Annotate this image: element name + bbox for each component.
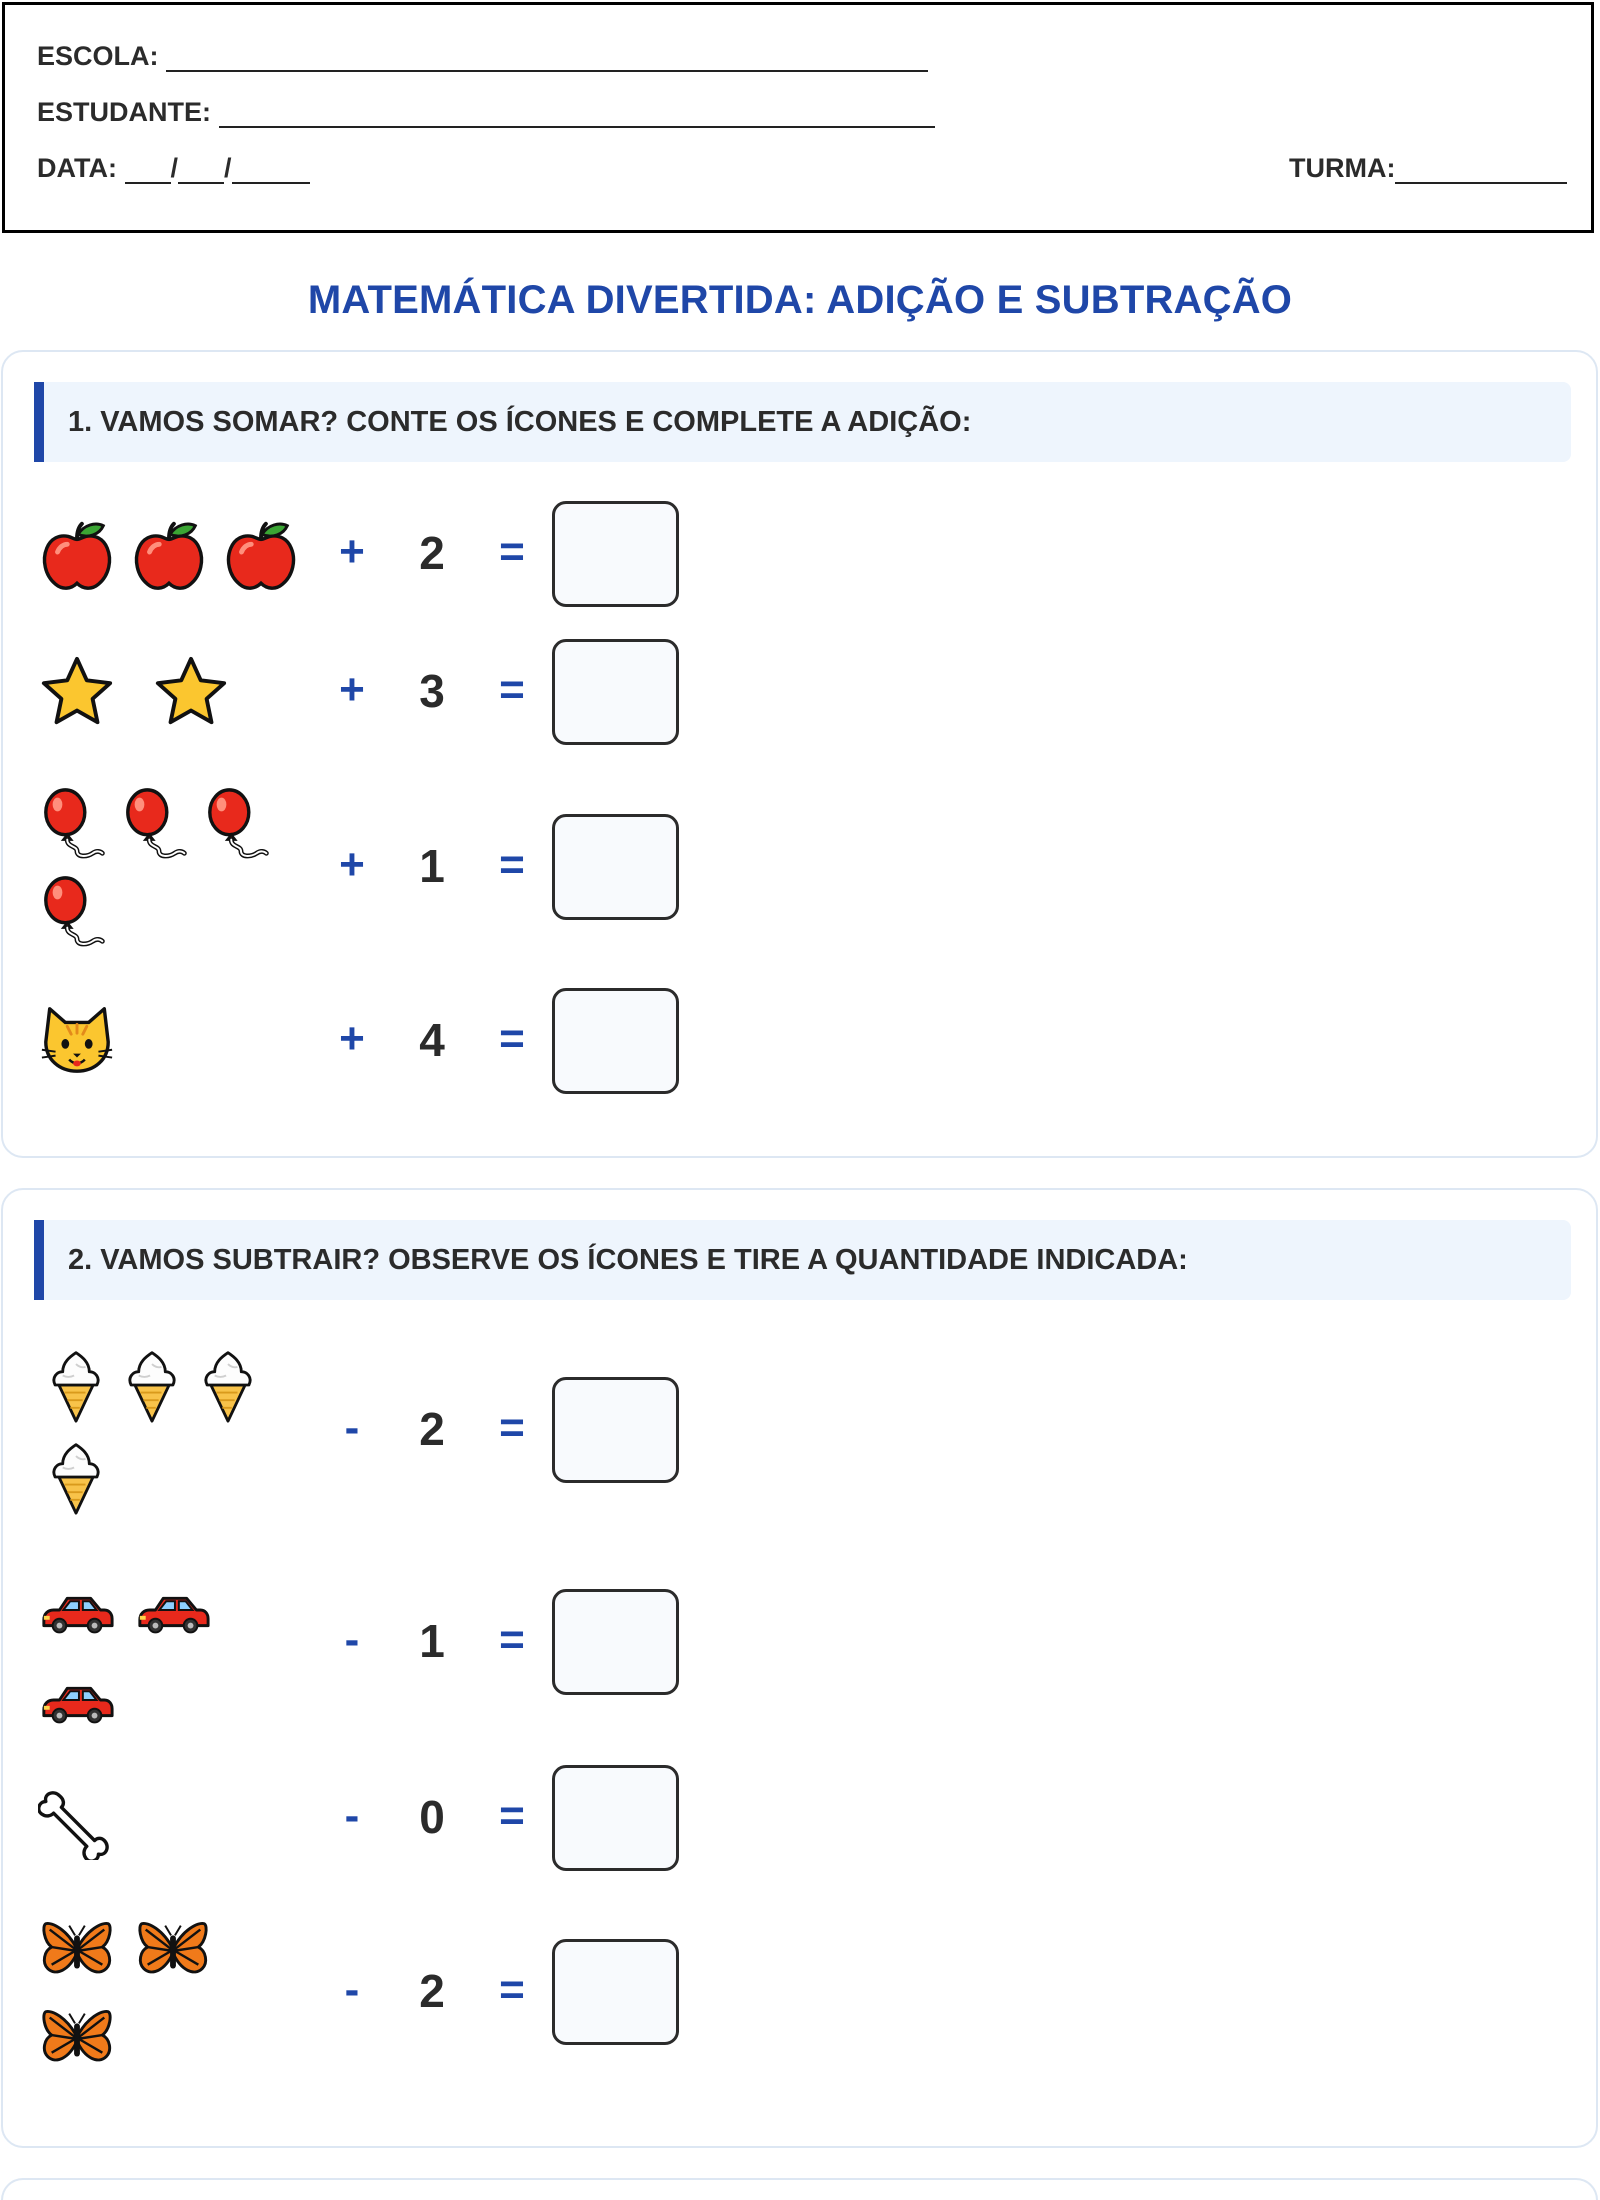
plus-operator: +	[339, 840, 365, 889]
answer-box[interactable]	[552, 639, 679, 745]
section-1-heading: 1. VAMOS SOMAR? CONTE OS ÍCONES E COMPLETE A ADIÇÃO:	[34, 382, 1571, 462]
equals-sign: =	[499, 840, 525, 889]
balloon-icon	[38, 785, 116, 863]
class-field	[1289, 153, 1567, 184]
equals-sign: =	[499, 527, 525, 576]
icon-group	[38, 780, 298, 956]
icon-group	[38, 997, 308, 1083]
butterfly-icon	[38, 1912, 116, 1990]
minus-operator: -	[344, 1615, 360, 1664]
plus-operator: +	[339, 527, 365, 576]
date-slash-1: /	[170, 153, 179, 183]
subtrahend-number: 2	[419, 1965, 445, 2017]
equals-sign: =	[499, 1791, 525, 1840]
minus-operator: -	[344, 1403, 360, 1452]
date-month-line[interactable]	[178, 160, 224, 184]
subtrahend-number: 2	[419, 1403, 445, 1455]
answer-box[interactable]	[552, 988, 679, 1094]
equals-sign: =	[499, 1014, 525, 1063]
addend-number: 3	[419, 665, 445, 717]
student-label: ESTUDANTE:	[37, 97, 211, 127]
icon-group	[38, 1912, 238, 2078]
ice-cream-icon	[190, 1344, 266, 1426]
student-field	[37, 97, 935, 128]
school-label: ESCOLA:	[37, 41, 159, 71]
student-input-line[interactable]	[219, 104, 935, 128]
equals-sign: =	[499, 665, 525, 714]
date-year-line[interactable]	[232, 160, 310, 184]
date-day-line[interactable]	[125, 160, 171, 184]
apple-icon	[222, 515, 300, 593]
ice-cream-icon	[38, 1344, 114, 1426]
plus-operator: +	[339, 1014, 365, 1063]
butterfly-icon	[38, 2000, 116, 2078]
school-input-line[interactable]	[166, 48, 928, 72]
subtrahend-number: 0	[419, 1791, 445, 1843]
car-icon	[38, 1571, 116, 1649]
icon-group	[38, 1575, 238, 1735]
class-input-line[interactable]	[1395, 160, 1567, 184]
minus-operator: -	[344, 1965, 360, 2014]
icon-group	[38, 1778, 308, 1864]
ice-cream-icon	[114, 1344, 190, 1426]
icon-group	[38, 505, 308, 603]
answer-box[interactable]	[552, 1589, 679, 1695]
equals-sign: =	[499, 1615, 525, 1664]
apple-icon	[130, 515, 208, 593]
section-2-card	[1, 1188, 1598, 2148]
butterfly-icon	[134, 1912, 212, 1990]
star-icon	[38, 653, 116, 731]
subtrahend-number: 1	[419, 1615, 445, 1667]
equals-sign: =	[499, 1403, 525, 1452]
addend-number: 1	[419, 840, 445, 892]
class-label: TURMA:	[1289, 153, 1396, 183]
cat-face-icon	[38, 1001, 116, 1079]
addend-number: 4	[419, 1014, 445, 1066]
page-title: MATEMÁTICA DIVERTIDA: ADIÇÃO E SUBTRAÇÃO	[307, 278, 1293, 322]
apple-icon	[38, 515, 116, 593]
balloon-icon	[120, 785, 198, 863]
minus-operator: -	[344, 1791, 360, 1840]
header-box	[2, 2, 1594, 233]
bone-icon	[38, 1782, 116, 1860]
date-field	[37, 153, 310, 184]
date-slash-2: /	[224, 153, 232, 183]
car-icon	[38, 1661, 116, 1739]
icon-group	[38, 651, 308, 733]
answer-box[interactable]	[552, 501, 679, 607]
section-3-card	[1, 2178, 1598, 2200]
answer-box[interactable]	[552, 1765, 679, 1871]
section-2-heading: 2. VAMOS SUBTRAIR? OBSERVE OS ÍCONES E TIRE A QUANTIDADE INDICADA:	[34, 1220, 1571, 1300]
icon-group	[38, 1345, 278, 1517]
date-label: DATA:	[37, 153, 117, 183]
plus-operator: +	[339, 665, 365, 714]
ice-cream-icon	[38, 1436, 114, 1518]
answer-box[interactable]	[552, 1939, 679, 2045]
star-icon	[152, 653, 230, 731]
car-icon	[134, 1571, 212, 1649]
balloon-icon	[202, 785, 280, 863]
school-field	[37, 41, 928, 72]
equals-sign: =	[499, 1965, 525, 2014]
answer-box[interactable]	[552, 814, 679, 920]
answer-box[interactable]	[552, 1377, 679, 1483]
balloon-icon	[38, 873, 116, 951]
addend-number: 2	[419, 527, 445, 579]
